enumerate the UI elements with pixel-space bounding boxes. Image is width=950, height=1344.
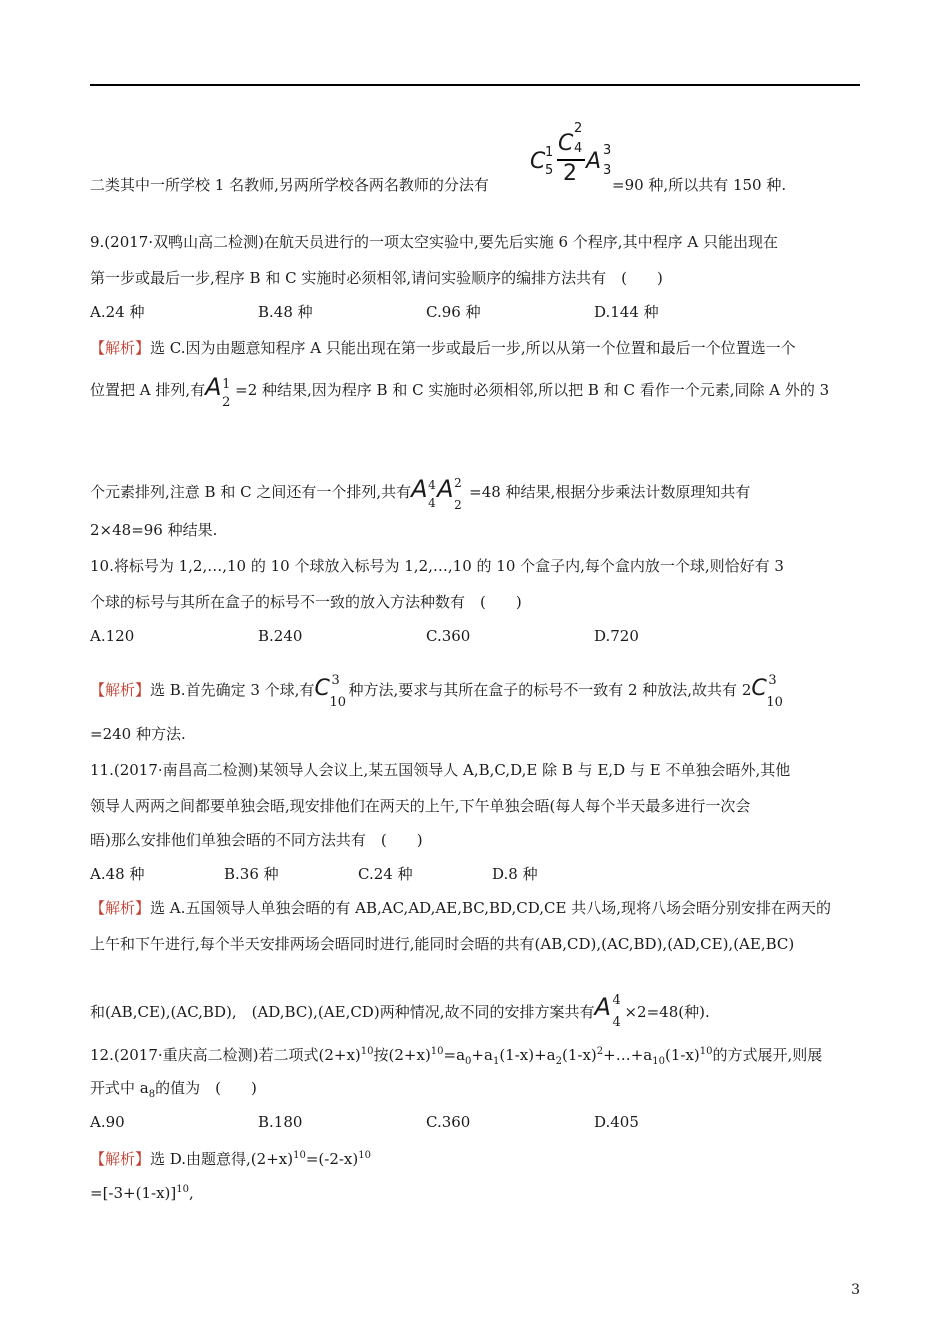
answer-10-end: =240 种方法.	[90, 725, 186, 743]
question-12: 12.(2017·重庆高二检测)若二项式$(2+x)^{10}$按$(2+x)^{10}=a_0+a_1(1-x)+a_2(1-x)^2+\dots+a_{10}(1-x)^{10}$的方式展开,则展	[90, 1046, 823, 1067]
question-10-options	[90, 626, 762, 646]
answer-9: 【解析】选 C.因为由题意知程序 A 只能出现在第一步或最后一步,所以从第一个位置和最后一个位置选一个	[90, 339, 796, 357]
question-12-cont: 开式中 $a_8$的值为 ( )	[90, 1079, 257, 1100]
option-c: C.360	[426, 1113, 471, 1131]
question-10: 10.将标号为 1,2,…,10 的 10 个球放入标号为 1,2,…,10 的 10 个盒子内,每个盒内放一个球,则恰好有 3	[90, 557, 784, 575]
option-d: D.720	[594, 627, 639, 645]
answer-12: 【解析】选 D.由题意得$,(2+x)^{10}=(-2-x)^{10}$	[90, 1150, 371, 1168]
analysis-tag: 【解析】	[90, 899, 151, 917]
option-d: D.405	[594, 1113, 639, 1131]
option-b: B.48 种	[258, 303, 313, 321]
answer-9-cont2: 个元素排列,注意 B 和 C 之间还有一个排列,共有 A 4 4 A 2 2 =48 种结果,根据分步乘法计数原理知共有	[90, 475, 751, 512]
option-b: B.240	[258, 627, 303, 645]
question-11-options	[90, 864, 660, 884]
option-b: B.180	[258, 1113, 303, 1131]
analysis-tag: 【解析】	[90, 339, 151, 357]
question-10-cont: 个球的标号与其所在盒子的标号不一致的放入方法种数有 ( )	[90, 593, 522, 611]
answer-9-cont: 位置把 A 排列,有 A 1 2 =2 种结果,因为程序 B 和 C 实施时必须相邻,所以把 B 和 C 看作一个元素,同除 A 外的 3	[90, 373, 830, 410]
option-b: B.36 种	[224, 865, 279, 883]
question-12-options	[90, 1112, 762, 1132]
analysis-tag: 【解析】	[90, 681, 151, 699]
option-c: C.24 种	[358, 865, 413, 883]
question-11-cont: 领导人两两之间都要单独会晤,现安排他们在两天的上午,下午单独会晤(每人每个半天最多进行一次会	[90, 797, 751, 815]
answer-10: 【解析】选 B.首先确定 3 个球,有 C 3 10 种方法,要求与其所在盒子的标号不一致有 2 种放法,故共有 2 C 3 10	[90, 673, 783, 710]
option-c: C.96 种	[426, 303, 481, 321]
answer-11-cont2: 和(AB,CE),(AC,BD), (AD,BC),(AE,CD)两种情况,故不同的安排方案共有 A 4 4 ×2=48(种).	[90, 993, 710, 1030]
page-number: 3	[851, 1282, 860, 1298]
text-line: =90 种,所以共有 150 种.	[612, 176, 787, 194]
answer-12-cont: $=[-3+(1-x)]^{10}$,	[90, 1184, 194, 1202]
option-a: A.24 种	[90, 303, 145, 321]
question-9-cont: 第一步或最后一步,程序 B 和 C 实施时必须相邻,请问实验顺序的编排方法共有 ( )	[90, 269, 663, 287]
analysis-tag: 【解析】	[90, 1150, 151, 1168]
header-rule	[90, 84, 860, 86]
text-line: 二类其中一所学校 1 名教师,另两所学校各两名教师的分法有	[90, 176, 489, 194]
option-a: A.120	[90, 627, 135, 645]
option-d: D.144 种	[594, 303, 659, 321]
answer-11-cont: 上午和下午进行,每个半天安排两场会晤同时进行,能同时会晤的共有(AB,CD),(AC,BD),(AD,CE),(AE,BC)	[90, 935, 795, 953]
option-c: C.360	[426, 627, 471, 645]
option-a: A.90	[90, 1113, 125, 1131]
option-a: A.48 种	[90, 865, 145, 883]
question-11-cont2: 晤)那么安排他们单独会晤的不同方法共有 ( )	[90, 831, 423, 849]
question-9: 9.(2017·双鸭山高二检测)在航天员进行的一项太空实验中,要先后实施 6 个程序,其中程序 A 只能出现在	[90, 233, 778, 251]
option-d: D.8 种	[492, 865, 538, 883]
answer-11: 【解析】选 A.五国领导人单独会晤的有 AB,AC,AD,AE,BC,BD,CD,CE 共八场,现将八场会晤分别安排在两天的	[90, 899, 831, 917]
question-11: 11.(2017·南昌高二检测)某领导人会议上,某五国领导人 A,B,C,D,E 除 B 与 E,D 与 E 不单独会晤外,其他	[90, 761, 791, 779]
question-9-options	[90, 302, 762, 322]
formula-c5-c4-a3: C 1 5 C 2 4 2 A 3 3	[530, 121, 612, 186]
answer-9-end: 2×48=96 种结果.	[90, 521, 218, 539]
